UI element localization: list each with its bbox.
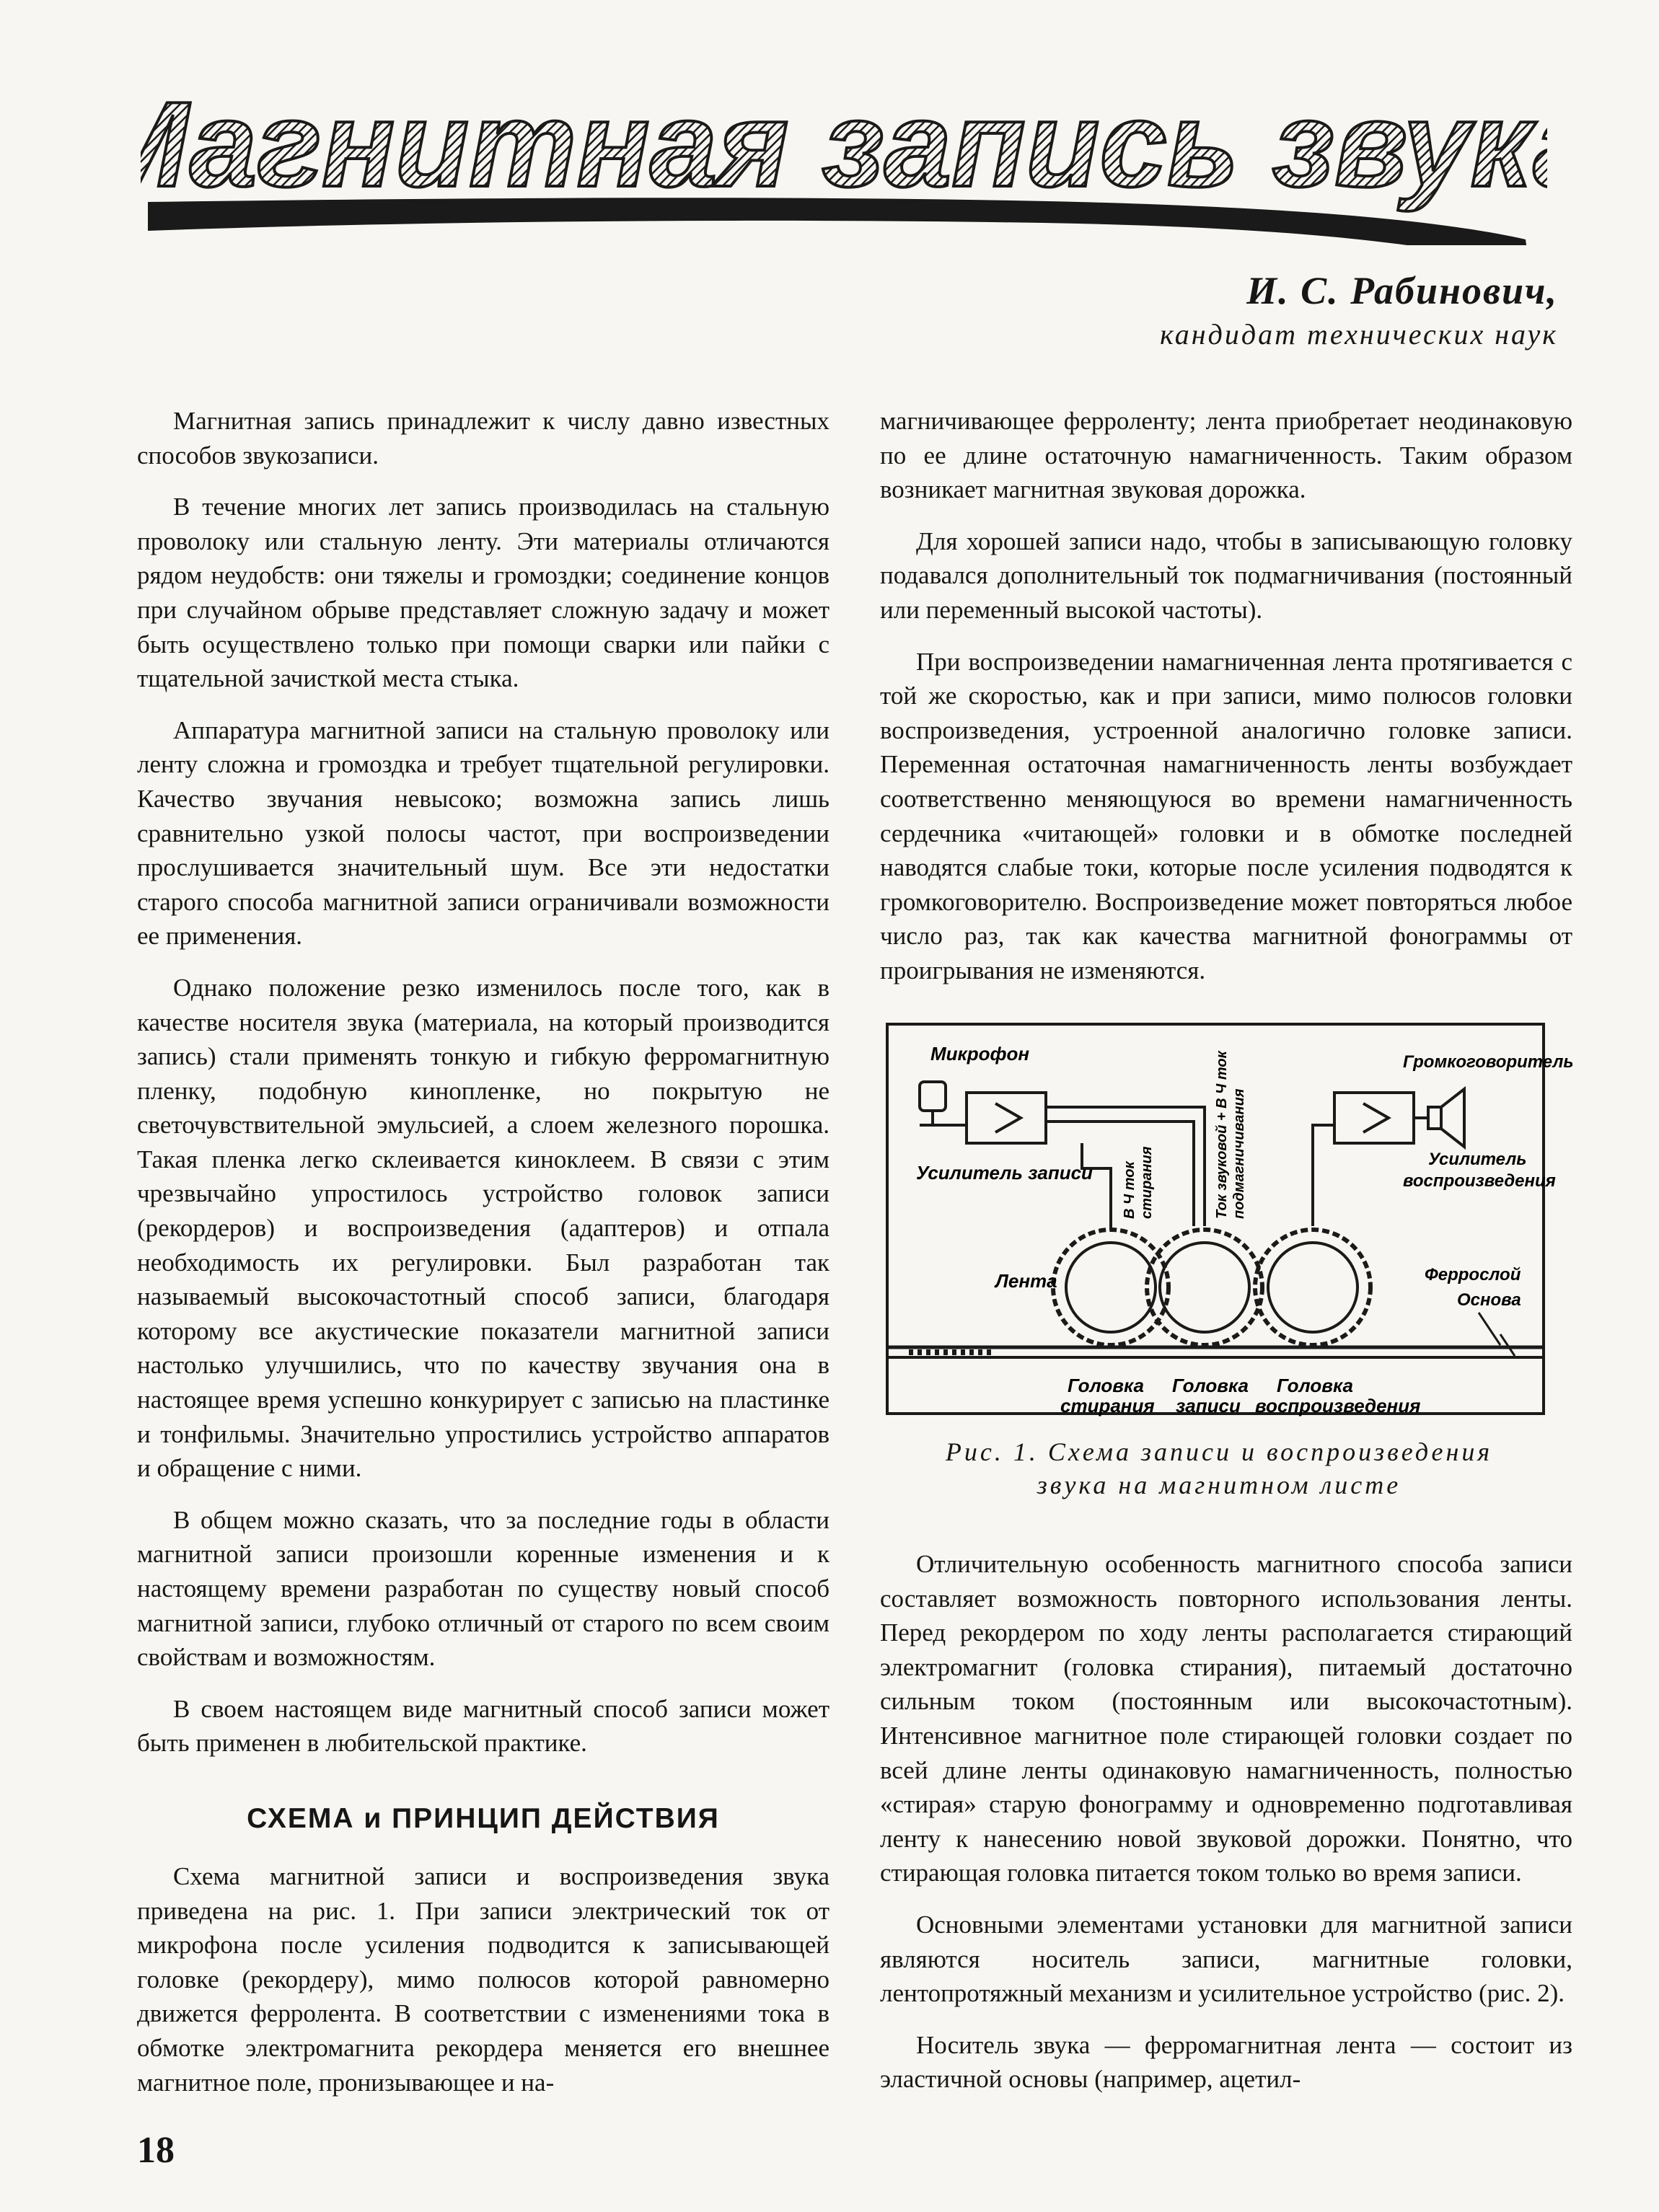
figure-caption-line-2: звука на магнитном листе xyxy=(1037,1471,1401,1499)
label-play-head-2: воспроизведения xyxy=(1255,1395,1421,1416)
paragraph: При воспроизведении намагниченная лента протягивается с той же скоростью, как и при записи, мимо полюсов головки воспроизведения, устроенной аналогично головке записи. Переменная остаточная намагниченность ленты возбуждает соответственно меняющуюся во времени намагниченность сердечника «читающей» головки и в обмотке последней наводятся слабые токи, которые после усиления подводятся к громкоговорителю. Воспроизведение может повторяться любое число раз, так как качества магнитной фонограммы от проигрывания не изменяются. xyxy=(880,647,1572,984)
paragraph: В своем настоящем виде магнитный способ записи может быть применен в любительской практике. xyxy=(137,1694,830,1758)
paragraph: магничивающее ферроленту; лента приобретает неодинаковую по ее длине остаточную намагниченность. Таким образом возникает магнитная звуковая дорожка. xyxy=(880,407,1572,504)
article-title: Магнитная запись звука xyxy=(141,76,1547,212)
label-erase-head-1: Головка xyxy=(1068,1375,1144,1396)
loudspeaker-icon xyxy=(1428,1089,1464,1147)
label-hf-erase-2: стирания xyxy=(1139,1146,1155,1219)
label-bias-2: подмагничивания xyxy=(1231,1088,1247,1219)
recording-diagram xyxy=(866,1003,1572,1435)
label-record-amp: Усилитель записи xyxy=(916,1162,1093,1184)
label-record-head-1: Головка xyxy=(1172,1375,1249,1396)
page-number: 18 xyxy=(137,2130,175,2171)
right-column-bottom xyxy=(880,1547,1572,2114)
label-record-head-2: записи xyxy=(1176,1395,1241,1416)
paragraph: В общем можно сказать, что за последние годы в области магнитной записи произошли коренные изменения и к настоящему времени разработан по существу новый способ магнитной записи, глубоко отличный от старого по всем своим свойствам и возможностям. xyxy=(137,1505,830,1672)
paragraph: В течение многих лет запись производилась на стальную проволоку или стальную ленту. Эти материалы отличаются рядом неудобств: они тяжелы и громоздки; соединение концов при случайном обрыве представляет сложную задачу и может быть осуществлено только при помощи сварки или пайки с тщательной зачисткой места стыка. xyxy=(137,493,830,693)
label-playback-amp-1: Усилитель xyxy=(1428,1150,1527,1169)
author-credential: кандидат технических наук xyxy=(1160,318,1558,351)
paragraph: Основными элементами установки для магнитной записи являются носитель записи, магнитные головки, лентопротяжный механизм и усилительное устройство (рис. 2). xyxy=(880,1910,1572,2008)
paragraph: Магнитная запись принадлежит к числу давно известных способов звукозаписи. xyxy=(137,407,830,470)
label-microphone: Микрофон xyxy=(930,1043,1030,1065)
label-hf-erase-1: В Ч ток xyxy=(1122,1161,1137,1219)
erase-head-icon xyxy=(1053,1230,1169,1345)
paragraph: Отличительную особенность магнитного способа записи составляет возможность повторного использования ленты. Перед рекордером по ходу ленты располагается стирающий электромагнит (головка стирания), питаемый достаточно сильным током (постоянным или высокочастотным). Интенсивное магнитное поле стирающей головки создает по всей длине ленты одинаковую намагниченность, полностью «стирая» старую фонограмму и одновременно подготавливая ленту к нанесению новой звуковой дорожки. Понятно, что стирающая головка питается током только во время записи. xyxy=(880,1550,1572,1887)
paragraph: Схема магнитной записи и воспроизведения звука приведена на рис. 1. При записи электрический ток от микрофона после усиления подводится к записывающей головке (рекордеру), мимо полюсов которой равномерно движется ферролента. В соответствии с изменениями тока в обмотке электромагнита рекордера меняется его внешнее магнитное поле, пронизывающее и на- xyxy=(137,1862,830,2097)
figure-recording-diagram xyxy=(866,1003,1572,1435)
playback-amplifier-icon xyxy=(1334,1093,1414,1143)
microphone-icon xyxy=(920,1082,967,1125)
paragraph: Для хорошей записи надо, чтобы в записывающую головку подавался дополнительный ток подмагничивания (постоянный или переменный высокой частоты). xyxy=(880,526,1572,624)
erase-wire xyxy=(1082,1143,1111,1230)
label-ferro-layer: Феррослой xyxy=(1425,1265,1521,1285)
label-tape: Лента xyxy=(995,1270,1057,1292)
label-base: Основа xyxy=(1457,1290,1521,1310)
paragraph: Носитель звука — ферромагнитная лента — состоит из эластичной основы (например, ацетил- xyxy=(880,2030,1572,2094)
playback-wire xyxy=(1313,1125,1334,1226)
label-play-head-1: Головка xyxy=(1277,1375,1353,1396)
section-heading: СХЕМА и ПРИНЦИП ДЕЙСТВИЯ xyxy=(247,1803,720,1834)
record-amplifier-icon xyxy=(967,1093,1046,1143)
figure-caption xyxy=(866,1435,1572,1502)
label-erase-head-2: стирания xyxy=(1060,1395,1155,1416)
author-block xyxy=(1160,268,1558,351)
title-banner xyxy=(141,50,1547,245)
left-column-bottom xyxy=(137,1859,830,2117)
paragraph: Аппаратура магнитной записи на стальную проволоку или ленту сложна и громоздка и требует тщательной регулировки. Качество звучания невысоко; возможна запись лишь сравнительно узкой полосы частот, при воспроизведении прослушивается значительный шум. Все эти недостатки старого способа магнитной записи ограничивали возможности ее применения. xyxy=(137,715,830,951)
record-head-icon xyxy=(1147,1230,1262,1345)
label-playback-amp-2: воспроизведения xyxy=(1403,1171,1556,1191)
label-bias-1: Ток звуковой + В Ч ток xyxy=(1214,1051,1230,1219)
title-banner-graphic xyxy=(141,50,1547,245)
figure-caption-line-1: Рис. 1. Схема записи и воспроизведения xyxy=(945,1437,1493,1466)
right-column-top xyxy=(880,404,1572,1005)
playback-head-icon xyxy=(1255,1230,1370,1345)
paragraph: Однако положение резко изменилось после того, как в качестве носителя звука (материала, на который производится запись) стали применять тонкую и гибкую ферромагнитную пленку, подобную кинопленке, но покрытую не светочувствительной эмульсией, а слоем железного порошка. Такая пленка легко склеивается киноклеем. В связи с этим чрезвычайно упростилось устройство головок записи (рекордеров) и воспроизведения (адаптеров) и отпала необходимость их регулировки. Был разработан так называемый высокочастотный способ записи, благодаря которому все акустические показатели магнитной записи настолько улучшились, что по качеству звучания она в настоящее время успешно конкурирует с записью на пластинке и тонфильмы. Значительно упростились устройство аппаратов и обращение с ними. xyxy=(137,973,830,1483)
author-name: И. С. Рабинович, xyxy=(1246,269,1558,312)
left-column xyxy=(137,404,830,1778)
label-loudspeaker: Громкоговоритель xyxy=(1403,1052,1572,1072)
